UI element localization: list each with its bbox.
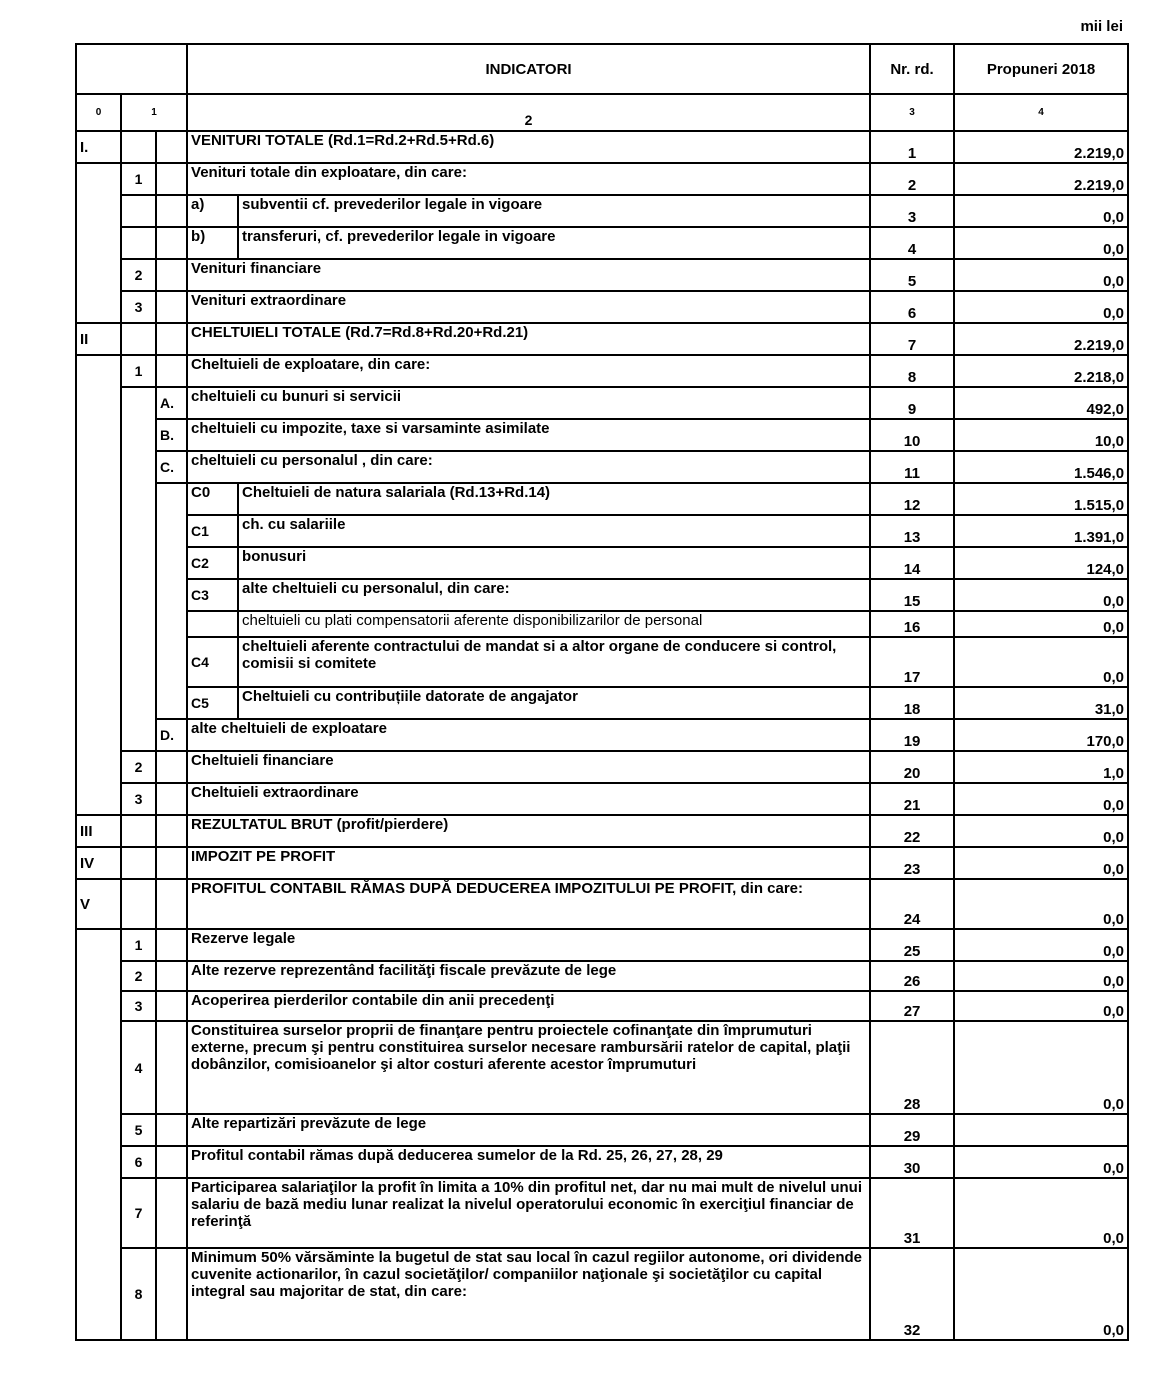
line-number: 1 xyxy=(121,163,156,195)
indicator-label: cheltuieli cu impozite, taxe si varsaminte asimilate xyxy=(187,419,870,451)
table-row xyxy=(76,131,1128,163)
col-number-0: 0 xyxy=(76,94,121,131)
indicator-label: PROFITUL CONTABIL RĂMAS DUPĂ DEDUCEREA IMPOZITULUI PE PROFIT, din care: xyxy=(187,879,870,929)
line-number xyxy=(121,131,156,163)
proposal-value: 2.218,0 xyxy=(954,355,1128,387)
proposal-value xyxy=(954,1114,1128,1146)
proposal-value: 0,0 xyxy=(954,991,1128,1021)
letter-code xyxy=(156,961,187,991)
proposal-value: 124,0 xyxy=(954,547,1128,579)
line-number: 3 xyxy=(121,991,156,1021)
letter-code xyxy=(156,1248,187,1340)
proposal-value: 0,0 xyxy=(954,1178,1128,1248)
indicator-label: Constituirea surselor proprii de finanţare pentru proiectele cofinanţate din împrumuturi externe, precum şi pentru constituirea surselor necesare rambursării ratelor de capital, plaţii dobânzilor, comisioanelor şi altor costuri aferente acestor împrumuturi xyxy=(187,1021,870,1114)
proposal-value: 0,0 xyxy=(954,929,1128,961)
roman-numeral-span xyxy=(76,355,121,815)
indicator-label: Alte repartizări prevăzute de lege xyxy=(187,1114,870,1146)
proposal-value: 1,0 xyxy=(954,751,1128,783)
indicator-label: transferuri, cf. prevederilor legale in vigoare xyxy=(238,227,870,259)
indicator-label: Alte rezerve reprezentând facilităţi fiscale prevăzute de lege xyxy=(187,961,870,991)
line-number xyxy=(121,847,156,879)
letter-code xyxy=(156,1178,187,1248)
table-row xyxy=(76,515,1128,547)
table-row xyxy=(76,751,1128,783)
roman-numeral: IV xyxy=(76,847,121,879)
header-proposal: Propuneri 2018 xyxy=(954,44,1128,94)
line-number xyxy=(121,195,156,227)
proposal-value: 1.546,0 xyxy=(954,451,1128,483)
proposal-value: 2.219,0 xyxy=(954,163,1128,195)
row-number: 9 xyxy=(870,387,954,419)
row-number: 4 xyxy=(870,227,954,259)
row-number: 17 xyxy=(870,637,954,687)
indicator-label: VENITURI TOTALE (Rd.1=Rd.2+Rd.5+Rd.6) xyxy=(187,131,870,163)
table-row xyxy=(76,929,1128,961)
indicator-label: ch. cu salariile xyxy=(238,515,870,547)
letter-code xyxy=(156,195,187,227)
indicator-label: Cheltuieli de exploatare, din care: xyxy=(187,355,870,387)
table-row xyxy=(76,687,1128,719)
proposal-value: 0,0 xyxy=(954,1021,1128,1114)
proposal-value: 0,0 xyxy=(954,815,1128,847)
roman-numeral-span xyxy=(76,929,121,1340)
row-number: 19 xyxy=(870,719,954,751)
proposal-value: 1.515,0 xyxy=(954,483,1128,515)
indicator-label: REZULTATUL BRUT (profit/pierdere) xyxy=(187,815,870,847)
row-number: 18 xyxy=(870,687,954,719)
letter-code xyxy=(156,355,187,387)
table-row xyxy=(76,1248,1128,1340)
row-number: 32 xyxy=(870,1248,954,1340)
proposal-value: 0,0 xyxy=(954,1146,1128,1178)
row-number: 24 xyxy=(870,879,954,929)
proposal-value: 1.391,0 xyxy=(954,515,1128,547)
line-number: 6 xyxy=(121,1146,156,1178)
roman-numeral: V xyxy=(76,879,121,929)
proposal-value: 0,0 xyxy=(954,259,1128,291)
letter-code xyxy=(156,131,187,163)
letter-code: A. xyxy=(156,387,187,419)
proposal-value: 0,0 xyxy=(954,195,1128,227)
table-row xyxy=(76,227,1128,259)
table-row xyxy=(76,637,1128,687)
indicator-label: Participarea salariaţilor la profit în limita a 10% din profitul net, dar nu mai mult de nivelul unui salariu de bază mediu lunar realizat la nivelul operatorului economic în exerciţiul financiar de referinţă xyxy=(187,1178,870,1248)
column-numbers-row xyxy=(76,94,1128,131)
table-row xyxy=(76,1114,1128,1146)
line-number: 5 xyxy=(121,1114,156,1146)
line-number xyxy=(121,227,156,259)
sub-code: C4 xyxy=(187,637,238,687)
row-number: 2 xyxy=(870,163,954,195)
line-number: 3 xyxy=(121,291,156,323)
indicator-label: cheltuieli aferente contractului de mandat si a altor organe de conducere si control, comisii si comitete xyxy=(238,637,870,687)
sub-code: b) xyxy=(187,227,238,259)
row-number: 6 xyxy=(870,291,954,323)
letter-code xyxy=(156,227,187,259)
row-number: 16 xyxy=(870,611,954,637)
row-number: 12 xyxy=(870,483,954,515)
table-row xyxy=(76,847,1128,879)
row-number: 30 xyxy=(870,1146,954,1178)
table-row xyxy=(76,719,1128,751)
indicator-label: Rezerve legale xyxy=(187,929,870,961)
row-number: 27 xyxy=(870,991,954,1021)
line-number: 7 xyxy=(121,1178,156,1248)
proposal-value: 492,0 xyxy=(954,387,1128,419)
roman-numeral: I. xyxy=(76,131,121,163)
line-number: 2 xyxy=(121,751,156,783)
header-blank-cell xyxy=(76,44,187,94)
line-number xyxy=(121,323,156,355)
letter-code xyxy=(156,879,187,929)
table-row xyxy=(76,195,1128,227)
line-number: 8 xyxy=(121,1248,156,1340)
row-number: 29 xyxy=(870,1114,954,1146)
sub-code: a) xyxy=(187,195,238,227)
letter-code xyxy=(156,1021,187,1114)
proposal-value: 170,0 xyxy=(954,719,1128,751)
table-row xyxy=(76,547,1128,579)
unit-label: mii lei xyxy=(1080,18,1123,35)
row-number: 1 xyxy=(870,131,954,163)
row-number: 14 xyxy=(870,547,954,579)
letter-code xyxy=(156,929,187,961)
indicator-label: bonusuri xyxy=(238,547,870,579)
letter-code xyxy=(156,847,187,879)
header-row xyxy=(76,44,1128,94)
row-number: 7 xyxy=(870,323,954,355)
indicator-label: Minimum 50% vărsăminte la bugetul de stat sau local în cazul regiilor autonome, ori dividende cuvenite actionarilor, în cazul societăţilor/ companiilor naţionale şi societăţilor cu capital integral sau majoritar de stat, din care: xyxy=(187,1248,870,1340)
indicator-label: Cheltuieli de natura salariala (Rd.13+Rd.14) xyxy=(238,483,870,515)
proposal-value: 2.219,0 xyxy=(954,323,1128,355)
indicator-label: Cheltuieli financiare xyxy=(187,751,870,783)
table-row xyxy=(76,783,1128,815)
proposal-value: 0,0 xyxy=(954,879,1128,929)
table-row xyxy=(76,611,1128,637)
proposal-value: 0,0 xyxy=(954,227,1128,259)
line-number: 1 xyxy=(121,355,156,387)
line-number-span xyxy=(121,387,156,751)
table-row xyxy=(76,419,1128,451)
line-number: 1 xyxy=(121,929,156,961)
col-number-2: 2 xyxy=(187,94,870,131)
line-number: 3 xyxy=(121,783,156,815)
row-number: 21 xyxy=(870,783,954,815)
indicator-label: Cheltuieli extraordinare xyxy=(187,783,870,815)
letter-code: D. xyxy=(156,719,187,751)
line-number xyxy=(121,815,156,847)
roman-numeral: II xyxy=(76,323,121,355)
row-number: 20 xyxy=(870,751,954,783)
proposal-value: 0,0 xyxy=(954,783,1128,815)
letter-code xyxy=(156,323,187,355)
row-number: 8 xyxy=(870,355,954,387)
row-number: 23 xyxy=(870,847,954,879)
letter-code xyxy=(156,291,187,323)
header-indicators: INDICATORI xyxy=(187,44,870,94)
indicator-label: alte cheltuieli de exploatare xyxy=(187,719,870,751)
proposal-value: 2.219,0 xyxy=(954,131,1128,163)
sub-code: C2 xyxy=(187,547,238,579)
col-number-4: 4 xyxy=(954,94,1128,131)
table-row xyxy=(76,291,1128,323)
letter-code xyxy=(156,259,187,291)
indicator-label: Venituri extraordinare xyxy=(187,291,870,323)
row-number: 11 xyxy=(870,451,954,483)
indicator-label: subventii cf. prevederilor legale in vigoare xyxy=(238,195,870,227)
letter-code: C. xyxy=(156,451,187,483)
proposal-value: 0,0 xyxy=(954,611,1128,637)
indicator-label: Venituri financiare xyxy=(187,259,870,291)
indicator-label: Cheltuieli cu contribuțiile datorate de angajator xyxy=(238,687,870,719)
table-row xyxy=(76,163,1128,195)
col-number-3: 3 xyxy=(870,94,954,131)
row-number: 10 xyxy=(870,419,954,451)
roman-numeral: III xyxy=(76,815,121,847)
row-number: 22 xyxy=(870,815,954,847)
proposal-value: 0,0 xyxy=(954,847,1128,879)
indicator-label: Profitul contabil rămas după deducerea sumelor de la Rd. 25, 26, 27, 28, 29 xyxy=(187,1146,870,1178)
header-row-no: Nr. rd. xyxy=(870,44,954,94)
table-row xyxy=(76,323,1128,355)
table-row xyxy=(76,815,1128,847)
table-row xyxy=(76,579,1128,611)
row-number: 15 xyxy=(870,579,954,611)
roman-numeral-span xyxy=(76,163,121,323)
indicator-label: cheltuieli cu bunuri si servicii xyxy=(187,387,870,419)
sub-code xyxy=(187,611,238,637)
table-row xyxy=(76,1178,1128,1248)
proposal-value: 0,0 xyxy=(954,579,1128,611)
indicator-label: alte cheltuieli cu personalul, din care: xyxy=(238,579,870,611)
budget-table xyxy=(75,43,1129,1341)
table-row xyxy=(76,483,1128,515)
letter-code xyxy=(156,1114,187,1146)
row-number: 3 xyxy=(870,195,954,227)
proposal-value: 0,0 xyxy=(954,291,1128,323)
table-row xyxy=(76,961,1128,991)
sub-code: C1 xyxy=(187,515,238,547)
line-number: 2 xyxy=(121,259,156,291)
row-number: 13 xyxy=(870,515,954,547)
proposal-value: 31,0 xyxy=(954,687,1128,719)
letter-code xyxy=(156,1146,187,1178)
proposal-value: 0,0 xyxy=(954,637,1128,687)
row-number: 28 xyxy=(870,1021,954,1114)
line-number xyxy=(121,879,156,929)
table-row xyxy=(76,451,1128,483)
indicator-label: IMPOZIT PE PROFIT xyxy=(187,847,870,879)
table-row xyxy=(76,355,1128,387)
col-number-1: 1 xyxy=(121,94,187,131)
sub-code: C5 xyxy=(187,687,238,719)
table-row xyxy=(76,259,1128,291)
table-row xyxy=(76,1146,1128,1178)
sub-code: C0 xyxy=(187,483,238,515)
letter-code xyxy=(156,163,187,195)
row-number: 31 xyxy=(870,1178,954,1248)
table-row xyxy=(76,1021,1128,1114)
letter-code xyxy=(156,751,187,783)
row-number: 25 xyxy=(870,929,954,961)
letter-code-span xyxy=(156,483,187,719)
line-number: 2 xyxy=(121,961,156,991)
indicator-label: Venituri totale din exploatare, din care: xyxy=(187,163,870,195)
indicator-label: CHELTUIELI TOTALE (Rd.7=Rd.8+Rd.20+Rd.21) xyxy=(187,323,870,355)
letter-code: B. xyxy=(156,419,187,451)
table-row xyxy=(76,387,1128,419)
letter-code xyxy=(156,783,187,815)
line-number: 4 xyxy=(121,1021,156,1114)
proposal-value: 0,0 xyxy=(954,961,1128,991)
indicator-label: Acoperirea pierderilor contabile din anii precedenţi xyxy=(187,991,870,1021)
row-number: 5 xyxy=(870,259,954,291)
proposal-value: 10,0 xyxy=(954,419,1128,451)
indicator-label: cheltuieli cu personalul , din care: xyxy=(187,451,870,483)
row-number: 26 xyxy=(870,961,954,991)
table-row xyxy=(76,879,1128,929)
letter-code xyxy=(156,991,187,1021)
indicator-label: cheltuieli cu plati compensatorii aferente disponibilizarilor de personal xyxy=(238,611,870,637)
table-row xyxy=(76,991,1128,1021)
proposal-value: 0,0 xyxy=(954,1248,1128,1340)
sub-code: C3 xyxy=(187,579,238,611)
letter-code xyxy=(156,815,187,847)
